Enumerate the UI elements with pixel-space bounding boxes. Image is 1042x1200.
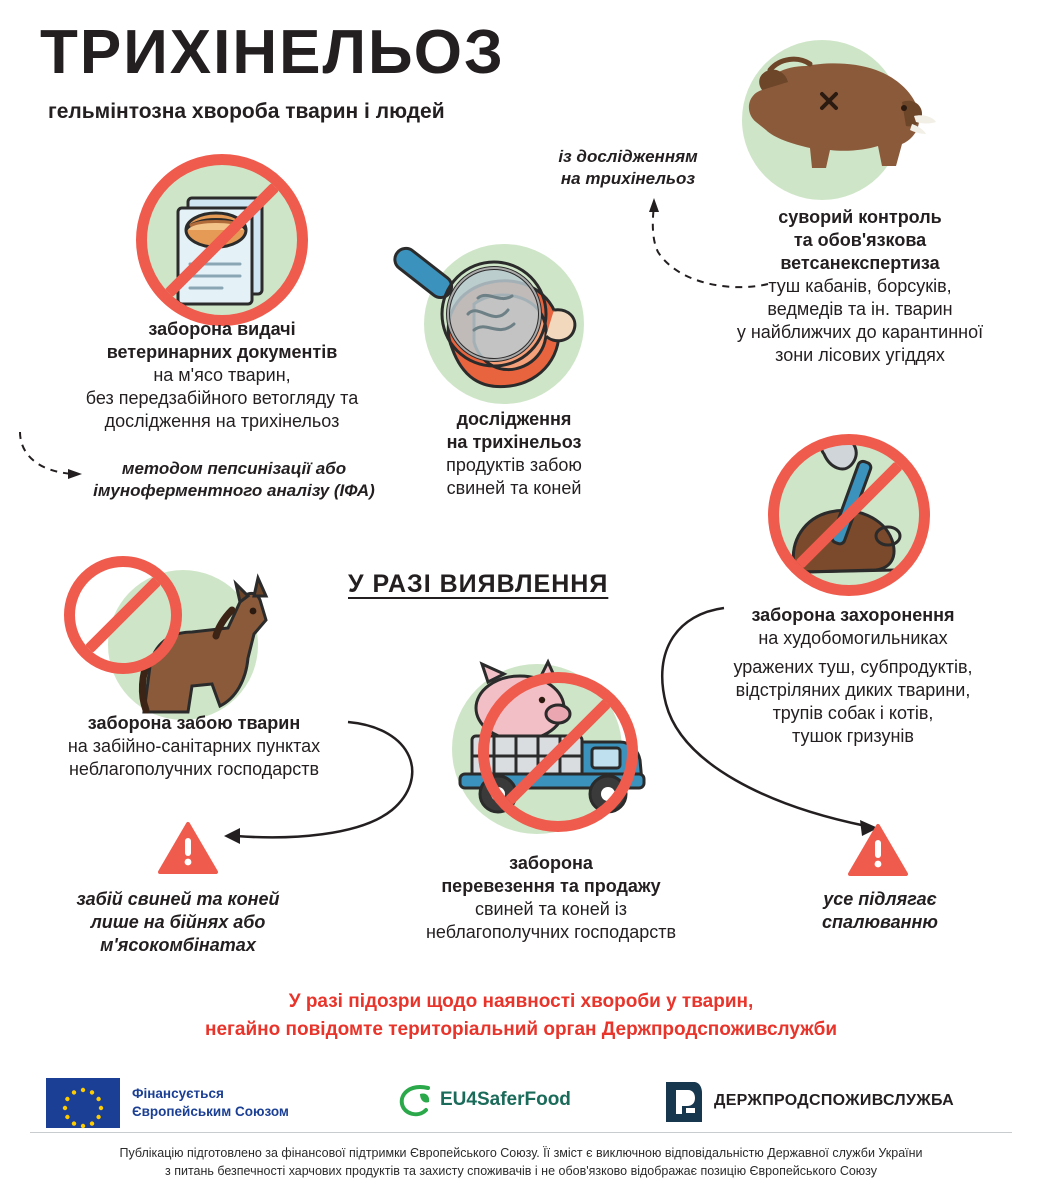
- disclaimer-line-2: з питань безпечності харчових продуктів та захисту споживачів і не обов'язково відображає позицію Європейського Союзу: [164, 1164, 878, 1179]
- documents-ban-sign: [136, 154, 308, 326]
- arrow-slaughter-to-warning: [180, 718, 440, 858]
- page-subtitle: гельмінтозна хвороба тварин і людей: [48, 100, 445, 123]
- call-to-action: У разі підозри щодо наявності хвороби у тварин, негайно повідомте територіальний орган Держпродспоживслужби: [204, 991, 838, 1040]
- slaughter-note-text: забій свиней та коней лише на бійнях або м'ясокомбінатах: [76, 889, 280, 956]
- leaf-circle-icon: [398, 1082, 432, 1118]
- footer-disclaimer: [30, 1144, 1012, 1180]
- eu-flag-icon: [46, 1078, 120, 1128]
- burial-ban-text-block: заборона захоронення на худобомогильниках уражених туш, субпродуктів, відстріляних диких тварини, трупів собак і котів, тушок гризунів: [733, 605, 973, 747]
- horse-ban-sign: [64, 556, 182, 674]
- truck-ban-sign: [478, 672, 638, 832]
- page-title: ТРИХІНЕЛЬОЗ: [40, 18, 505, 87]
- method-note-text: методом пепсинізації або імуноферментного аналізу (ІФА): [93, 459, 375, 500]
- meat-research-illustration: [382, 218, 612, 408]
- section-heading: У РАЗІ ВИЯВЛЕННЯ: [348, 570, 609, 598]
- dps-shield-icon: [664, 1080, 702, 1122]
- docs-ban-text-block: заборона видачі ветеринарних документів на м'ясо тварин, без передзабійного ветогляду та дослідження на трихінельоз: [85, 319, 359, 432]
- dps-logo: [664, 1080, 954, 1122]
- research-text-block: дослідження на трихінельоз продуктів забою свиней та коней: [446, 409, 582, 499]
- control-text-block: суворий контроль та обов'язкова ветсанекспертиза туш кабанів, борсуків, ведмедів та ін. тварин у найближчих до карантинної зони лісових угіддях: [736, 207, 984, 366]
- eu4saferfood-logo: [398, 1082, 571, 1118]
- eu-logo-label-line2: Європейським Союзом: [132, 1104, 289, 1119]
- eu-logo: [46, 1078, 289, 1128]
- dps-label: ДЕРЖПРОДСПОЖИВСЛУЖБА: [714, 1092, 955, 1109]
- eu-logo-label-line1: Фінансується: [132, 1086, 224, 1102]
- research-note-text: із дослідженням на трихінельоз: [558, 147, 698, 188]
- burning-note-text: усе підлягає спалюванню: [822, 889, 938, 933]
- boar-illustration: [726, 42, 946, 182]
- arrow-burial-to-warning: [648, 600, 898, 850]
- slaughter-ban-text-block: заборона забою тварин на забійно-санітарних пунктах неблагополучних господарств: [67, 713, 321, 780]
- warning-triangle-left-icon: [158, 822, 218, 876]
- eu4saferfood-label: EU4SaferFood: [440, 1089, 571, 1110]
- transport-ban-text-block: заборона перевезення та продажу свиней та коней із неблагополучних господарств: [425, 853, 677, 943]
- burial-ban-sign: [768, 434, 930, 596]
- disclaimer-line-1: Публікацію підготовлено за фінансової підтримки Європейського Союзу. Її зміст є виключною відповідальністю Державної служби України: [119, 1146, 923, 1160]
- warning-triangle-right-icon: [848, 824, 908, 878]
- footer-divider: [30, 1132, 1012, 1133]
